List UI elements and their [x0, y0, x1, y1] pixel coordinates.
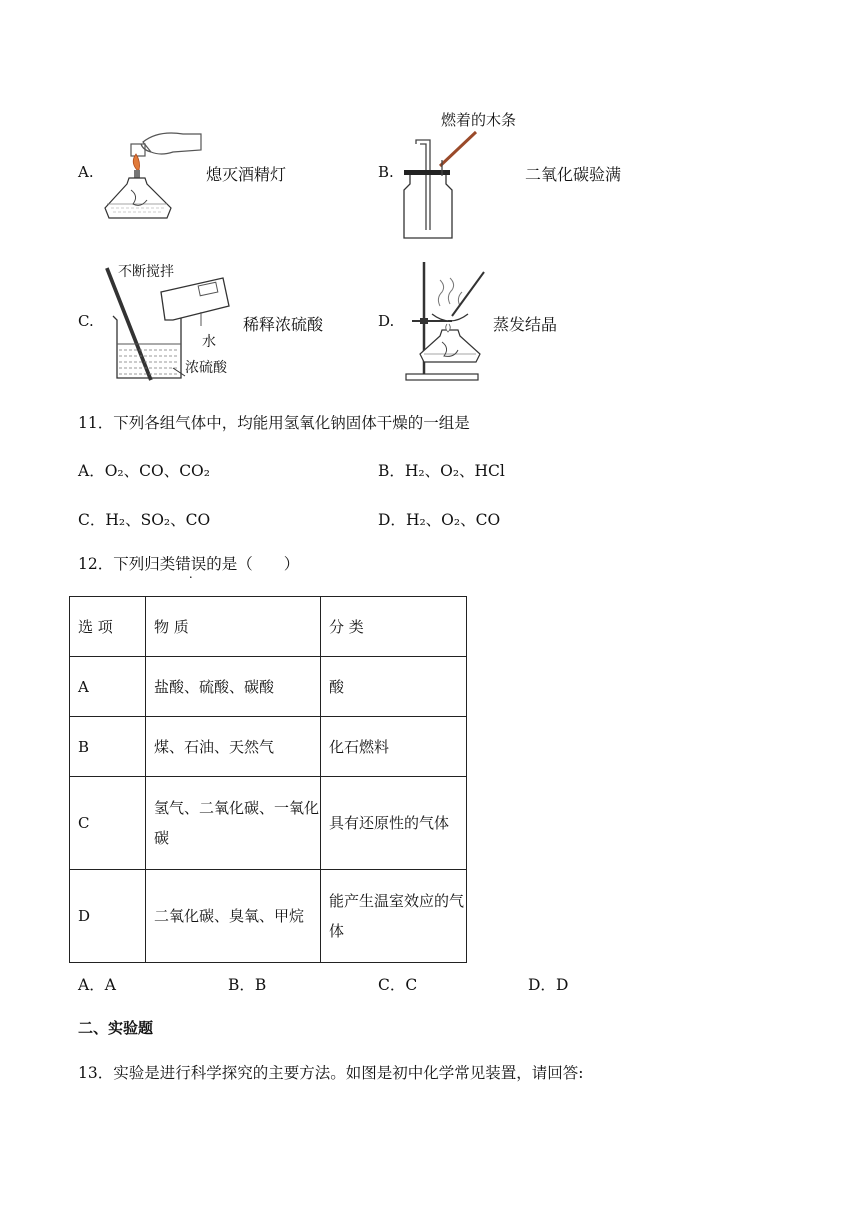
- option-d-caption: 蒸发结晶: [493, 315, 558, 334]
- option-a-letter: A.: [78, 163, 94, 181]
- water-label: 水: [202, 334, 216, 350]
- row-b-option: B: [70, 717, 146, 777]
- row-c-option: C: [70, 777, 146, 870]
- table-header-category: 分 类: [321, 597, 467, 657]
- option-c-letter: C.: [78, 312, 94, 330]
- q11-option-c: C．H₂、SO₂、CO: [78, 511, 211, 529]
- option-c-caption: 稀释浓硫酸: [243, 315, 324, 334]
- section-title: 二、实验题: [78, 1019, 154, 1037]
- table-header-row: [70, 597, 467, 657]
- co2-full-check-figure: [400, 130, 500, 242]
- row-d-option: D: [70, 870, 146, 963]
- q11-option-c-text: H₂、SO₂、CO: [105, 511, 211, 529]
- q11-option-a: A．O₂、CO、CO₂: [78, 462, 210, 480]
- row-b-substances: 煤、石油、天然气: [146, 717, 321, 777]
- q11-option-b-text: H₂、O₂、HCl: [404, 462, 505, 480]
- q12-option-b: B．B: [228, 976, 267, 994]
- table-row: [70, 717, 467, 777]
- option-d-letter: D.: [378, 312, 395, 330]
- row-a-option: A: [70, 657, 146, 717]
- option-a-caption: 熄灭酒精灯: [206, 165, 287, 184]
- q11-option-b: B．H₂、O₂、HCl: [378, 462, 505, 480]
- table-row: [70, 870, 467, 963]
- q12-emphasis: 错误: [175, 555, 207, 573]
- burning-stick-label: 燃着的木条: [441, 111, 517, 129]
- row-c-category: 具有还原性的气体: [321, 777, 467, 870]
- row-b-category: 化石燃料: [321, 717, 467, 777]
- q11-stem: 11．下列各组气体中，均能用氢氧化钠固体干燥的一组是: [78, 414, 470, 432]
- row-a-substances: 盐酸、硫酸、碳酸: [146, 657, 321, 717]
- q12-option-a: A．A: [78, 976, 116, 994]
- table-header-substance: 物 质: [146, 597, 321, 657]
- row-a-category: 酸: [321, 657, 467, 717]
- evaporation-figure: [402, 258, 502, 384]
- table-header-option: 选 项: [70, 597, 146, 657]
- q11-option-a-text: O₂、CO、CO₂: [104, 462, 210, 480]
- row-d-category: 能产生温室效应的气体: [321, 870, 467, 963]
- q12-option-d: D．D: [528, 976, 569, 994]
- stir-label: 不断搅拌: [118, 264, 174, 280]
- q12-stem: 12．下列归类错误的是（ ）: [78, 555, 300, 573]
- table-row: [70, 777, 467, 870]
- extinguish-lamp-figure: [103, 120, 203, 240]
- q13-stem: 13．实验是进行科学探究的主要方法。如图是初中化学常见装置，请回答:: [78, 1064, 584, 1082]
- row-d-substances: 二氧化碳、臭氧、甲烷: [146, 870, 321, 963]
- q11-option-d-text: H₂、O₂、CO: [405, 511, 501, 529]
- option-b-letter: B.: [378, 163, 394, 181]
- table-row: [70, 657, 467, 717]
- option-b-caption: 二氧化碳验满: [525, 165, 622, 184]
- q11-option-d: D．H₂、O₂、CO: [378, 511, 501, 529]
- classification-table: [69, 596, 467, 963]
- q12-option-c: C．C: [378, 976, 418, 994]
- conc-acid-label: 浓硫酸: [185, 360, 227, 376]
- row-c-substances: 氢气、二氧化碳、一氧化碳: [146, 777, 321, 870]
